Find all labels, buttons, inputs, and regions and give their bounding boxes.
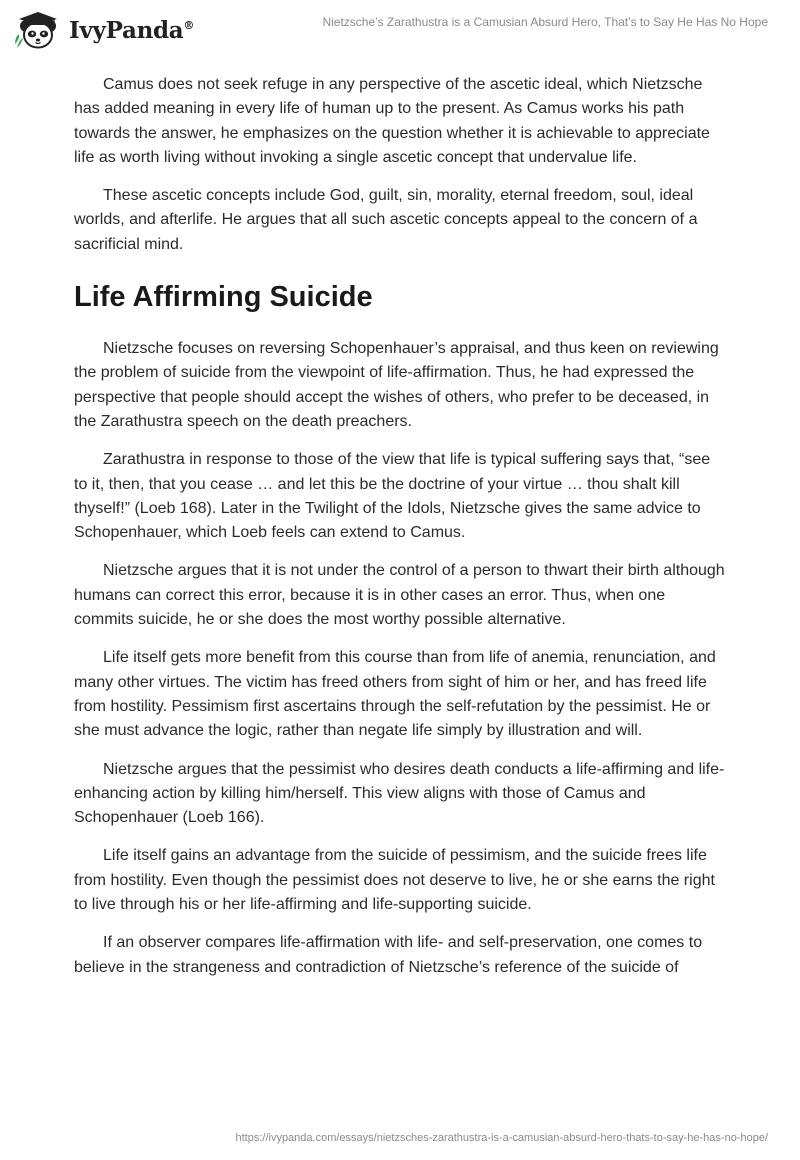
paragraph: Life itself gets more benefit from this course than from life of anemia, renunciation, and many other virtues. The victim has freed others from sight of him or her, and has freed life from hostility. Pessimism first ascertains through the self-refutation by the pessimist. He or she must advance the logic, rather than negate life simply by illustration and will. — [74, 649, 716, 740]
paragraph: Camus does not seek refuge in any perspective of the ascetic ideal, which Nietzsche has added meaning in every life of human up to the present. As Camus works his path towards the answer, he emphasizes on the question whether it is achievable to appreciate life as worth living without invoking a single ascetic concept that undervalue life. — [74, 76, 710, 166]
document-title: Nietzsche’s Zarathustra is a Camusian Absurd Hero, That’s to Say He Has No Hope — [322, 15, 768, 29]
paragraph: Nietzsche argues that it is not under the control of a person to thwart their birth although humans can correct this error, because it is in other cases an error. Thus, when one commits suicide, he or she does the most worthy possible alternative. — [74, 562, 725, 629]
source-url[interactable]: https://ivypanda.com/essays/nietzsches-zarathustra-is-a-camusian-absurd-hero-thats-to-say-he-has-no-hope/ — [235, 1132, 768, 1144]
section-heading: Life Affirming Suicide — [74, 281, 373, 314]
paragraph: If an observer compares life-affirmation with life- and self-preservation, one comes to believe in the strangeness and contradiction of Nietzsche’s reference of the suicide of — [74, 934, 703, 976]
paragraph: Life itself gains an advantage from the suicide of pessimism, and the suicide frees life from hostility. Even though the pessimist does not deserve to live, he or she earns the right to live through his or her life-affirming and life-supporting suicide. — [74, 847, 715, 914]
essay-body — [74, 73, 726, 994]
paragraph: These ascetic concepts include God, guilt, sin, morality, eternal freedom, soul, ideal worlds, and afterlife. He argues that all such ascetic concepts appeal to the concern of a sacrificial mind. — [74, 187, 698, 253]
paragraph: Zarathustra in response to those of the view that life is typical suffering says that, “see to it, then, that you cease … and let this be the doctrine of your virtue … thou shalt kill thyself!” (Loeb 168). Later in the Twilight of the Idols, Nietzsche gives the same advice to Schopenhauer, which Loeb feels can extend to Camus. — [74, 451, 711, 542]
logo-text: IvyPanda — [69, 16, 184, 44]
paragraph: Nietzsche argues that the pessimist who desires death conducts a life-affirming and life-enhancing action by killing him/herself. This view aligns with those of Camus and Schopenhauer (Loeb 166). — [74, 760, 725, 827]
paragraph: Nietzsche focuses on reversing Schopenhauer’s appraisal, and thus keen on reviewing the problem of suicide from the viewpoint of life-affirmation. Thus, he had expressed the perspective that people should accept the wishes of others, who prefer to be deceased, in the Zarathustra speech on the death preachers. — [74, 340, 719, 430]
page-header — [0, 0, 800, 60]
ivypanda-logo[interactable] — [13, 10, 194, 50]
registered-mark: ® — [183, 18, 195, 32]
logo-wordmark — [69, 17, 194, 44]
panda-graduate-icon — [13, 10, 65, 50]
